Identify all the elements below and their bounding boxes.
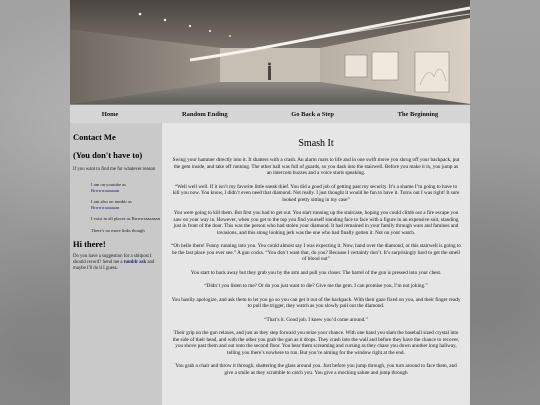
tumblr-link[interactable]: Brrrrrrraaaaaan: [91, 204, 120, 210]
suggestion-post: and maybe I'll do it I guess.: [73, 260, 155, 271]
nav-go-back-link[interactable]: Go Back a Step: [291, 111, 335, 118]
hi-there-heading: Hi there!: [73, 239, 106, 249]
header-banner-image: [70, 0, 470, 104]
social-links: [73, 182, 162, 233]
story-paragraph: Swing your hammer directly into it. It shatters with a crash. An alarm roars to life and in one swift move you shrug off your backpack, put the gem inside, and take off running. The other hall was full of guards, so you dash into the stairwell. Before you make it in, you jump as an intercom buzzes and a voice starts speaking.: [172, 157, 460, 176]
tumblr-ask-link[interactable]: tumblr ask: [123, 260, 147, 265]
youtube-link[interactable]: Brrrrrrraaaaaan: [91, 187, 120, 193]
find-me-text: If you want to find me for whatever reason: [73, 167, 156, 172]
youtube-label: I am on youtube as: [91, 182, 126, 187]
youtube-entry: [91, 182, 162, 193]
page-title: Smash It: [298, 138, 334, 149]
optional-heading: (You don't have to): [73, 150, 143, 160]
story-paragraph: You start to back away but they grab you by the arm and pull you closer. The barrel of the gun is pressed into your chest.: [190, 269, 442, 276]
suggestion-pre: Do you have a suggestion for a shitpost I should record? Send me a: [73, 254, 152, 265]
no-more-links-text: There's no more links though: [91, 227, 145, 233]
story-paragraph: You hastily apologize, and ask them to let you go so you can get it out of the backpack. With their gaze fixed on you, and their finger ready to pull the trigger, they watch as you slowly pull out the diamond.: [171, 296, 461, 309]
story-paragraph: You grab a chair and throw it through, shattering the glass around you. Just before you jump through, you turn around to face them, and give a smile as they scramble to catch you. You give a mocking salute and jump through: [175, 363, 457, 376]
story-paragraph: “Oh hello there! Funny running into you. You could almost say I was expecting it. Now, hand over the diamond, or this stairwell is going to be the last place you ever see.” A gun cocks. “You don’t want that, do you? Because I certainly don’t. It’s surprisingly hard to get the smell of blood out”: [171, 243, 461, 262]
tumblr-entry: [91, 199, 162, 210]
story-paragraph: “Well well well. If it isn’t my favorite little sneak thief. You did a good job of getting past my security. It’s a shame I’m going to have to kill you now. You know, I didn’t even need that diamond. Not really. I just thought it would be fun to have it. Turns out I was right! It sure looked pretty sitting in my case”: [172, 183, 460, 203]
story-paragraph: You were going to kill them. But first you had to get out. You start running up the staircase, hoping you could climb out a fire escape you saw on your way in. However, when you get to the top you find yourself standing face to face with a figure in an expensive suit, standing just in front of the door. This was the person who had stolen your diamond. It had remained in your family through wars and famines and invasions, and this smug looking jerk was the one who had finally gotten it. Not on your watch.: [173, 210, 459, 236]
tumblr-label: I am also on tumblr as: [91, 199, 132, 204]
nav-beginning-link[interactable]: The Beginning: [397, 111, 439, 118]
page-container: [70, 0, 470, 405]
main-content: [162, 123, 470, 405]
other-places-text: I exist in all places as Brrrrrrraaaaaan: [91, 216, 160, 221]
story-paragraph: “That’s it. Good job. I knew you’d come around.”: [264, 316, 368, 323]
story-text: [171, 157, 461, 383]
navigation-bar: [70, 104, 470, 125]
story-paragraph: Their grip on the gun relaxes, and just as they step forward you seize your chance. With one hand you slam the baseball sized crystal into the side of their head, and with the other you grab the gun as it drops. They crash into the wall and before they have the chance to recover, you shove past them and out onto the second floor. You hear them screaming and cursing as they chase you down another long hallway, telling you there’s nowhere to run. But you’re aiming for the window right at the end.: [172, 330, 460, 356]
story-paragraph: “Didn’t you listen to me? Or do you just want to die? Give me the gem. I can promise you, I’m not joking.”: [204, 283, 428, 289]
suggestion-text: [73, 254, 162, 272]
nav-random-ending-link[interactable]: Random Ending: [181, 111, 228, 118]
nav-home-link[interactable]: Home: [101, 111, 119, 118]
sidebar: [70, 123, 162, 405]
contact-heading: Contact Me: [73, 132, 116, 142]
